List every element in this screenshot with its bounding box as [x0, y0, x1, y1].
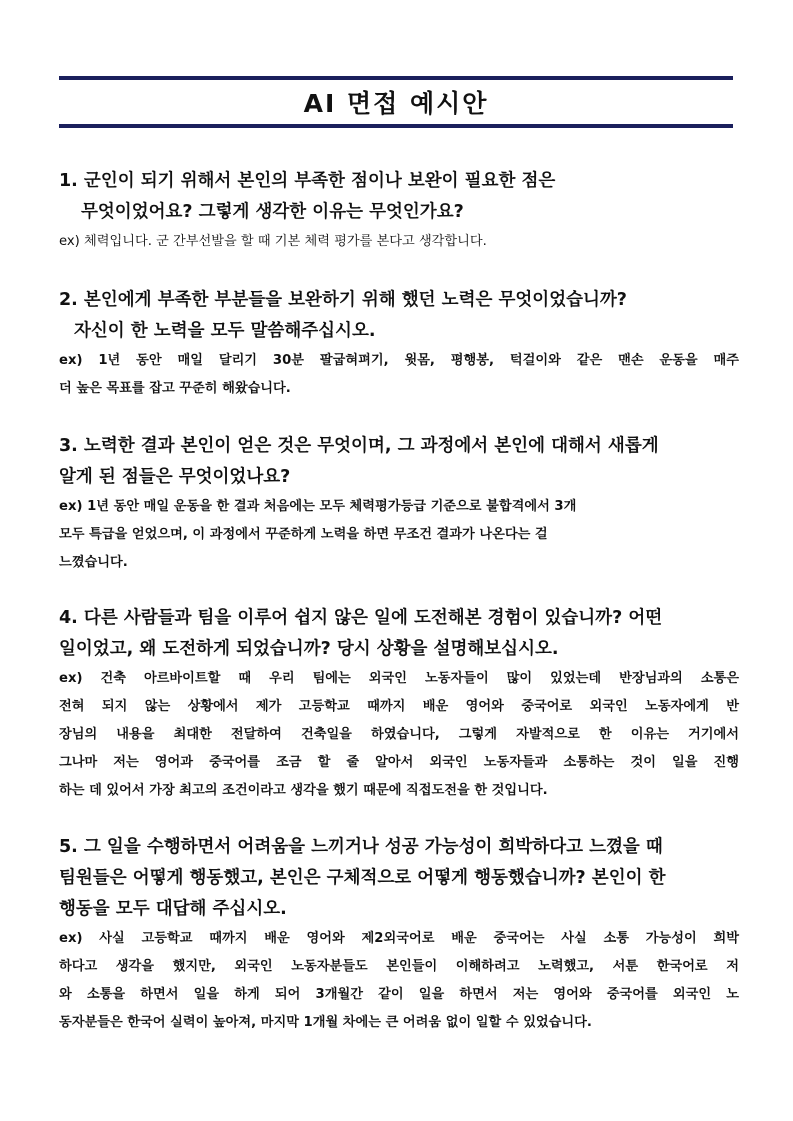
answer-line: ex) 1년 동안 매일 달리기 30분 팔굽혀펴기, 윗몸, 평행봉, 턱걸이와 같은 맨손 운동을 매주: [59, 353, 739, 368]
qa-item-4: [59, 603, 739, 805]
answer-line: ex) 1년 동안 매일 운동을 한 결과 처음에는 모두 체력평가등급 기준으로 불합격에서 3개: [59, 499, 577, 514]
answer-line: 하는 데 있어서 가장 최고의 조건이라고 생각을 했기 때문에 직접도전을 한 것입니다.: [59, 783, 548, 798]
qa-item-2: [59, 285, 739, 403]
title-banner: [59, 76, 733, 128]
question-line: 3. 노력한 결과 본인이 얻은 것은 무엇이며, 그 과정에서 본인에 대해서 새롭게: [59, 436, 659, 456]
answer-line: ex) 건축 아르바이트할 때 우리 팀에는 외국인 노동자들이 많이 있었는데 반장님과의 소통은: [59, 671, 739, 686]
question-line: 1. 군인이 되기 위해서 본인의 부족한 점이나 보완이 필요한 점은: [59, 171, 556, 191]
question-line: 무엇이었어요? 그렇게 생각한 이유는 무엇인가요?: [81, 202, 464, 222]
question-line: 일이었고, 왜 도전하게 되었습니까? 당시 상황을 설명해보십시오.: [59, 639, 559, 659]
question-line: 4. 다른 사람들과 팀을 이루어 쉽지 않은 일에 도전해본 경험이 있습니까? 어떤: [59, 608, 663, 628]
question-line: 자신이 한 노력을 모두 말씀해주십시오.: [74, 321, 376, 341]
page-title: AI 면접 예시안: [303, 89, 489, 118]
answer-line: 동자분들은 한국어 실력이 높아져, 마지막 1개월 차에는 큰 어려움 없이 일할 수 있었습니다.: [59, 1015, 592, 1030]
answer-line: ex) 체력입니다. 군 간부선발을 할 때 기본 체력 평가를 본다고 생각합니다.: [59, 234, 487, 249]
question-line: 팀원들은 어떻게 행동했고, 본인은 구체적으로 어떻게 행동했습니까? 본인이 한: [59, 868, 666, 888]
question-line: 2. 본인에게 부족한 부분들을 보완하기 위해 했던 노력은 무엇이었습니까?: [59, 290, 627, 310]
question-line: 알게 된 점들은 무엇이었나요?: [59, 467, 291, 487]
answer-line: 전혀 되지 않는 상황에서 제가 고등학교 때까지 배운 영어와 중국어로 외국인 노동자에게 반: [59, 699, 739, 714]
answer-line: 하다고 생각을 했지만, 외국인 노동자분들도 본인들이 이해하려고 노력했고, 서툰 한국어로 저: [59, 959, 739, 974]
question-line: 행동을 모두 대답해 주십시오.: [59, 899, 287, 919]
qa-item-3: [59, 431, 739, 577]
answer-line: 느꼈습니다.: [59, 555, 128, 570]
answer-line: 와 소통을 하면서 일을 하게 되어 3개월간 같이 일을 하면서 저는 영어와 중국어를 외국인 노: [59, 987, 739, 1002]
qa-item-1: [59, 166, 739, 256]
qa-item-5: [59, 832, 739, 1037]
answer-line: 그나마 저는 영어과 중국어를 조금 할 줄 알아서 외국인 노동자들과 소통하는 것이 일을 진행: [59, 755, 739, 770]
answer-line: ex) 사실 고등학교 때까지 배운 영어와 제2외국어로 배운 중국어는 사실 소통 가능성이 희박: [59, 931, 739, 946]
answer-line: 장님의 내용을 최대한 전달하여 건축일을 하였습니다, 그렇게 자발적으로 한 이유는 거기에서: [59, 727, 739, 742]
answer-line: 모두 특급을 얻었으며, 이 과정에서 꾸준하게 노력을 하면 무조건 결과가 나온다는 걸: [59, 527, 548, 542]
question-line: 5. 그 일을 수행하면서 어려움을 느끼거나 성공 가능성이 희박하다고 느꼈을 때: [59, 837, 663, 857]
answer-line: 더 높은 목표를 잡고 꾸준히 해왔습니다.: [59, 381, 291, 396]
